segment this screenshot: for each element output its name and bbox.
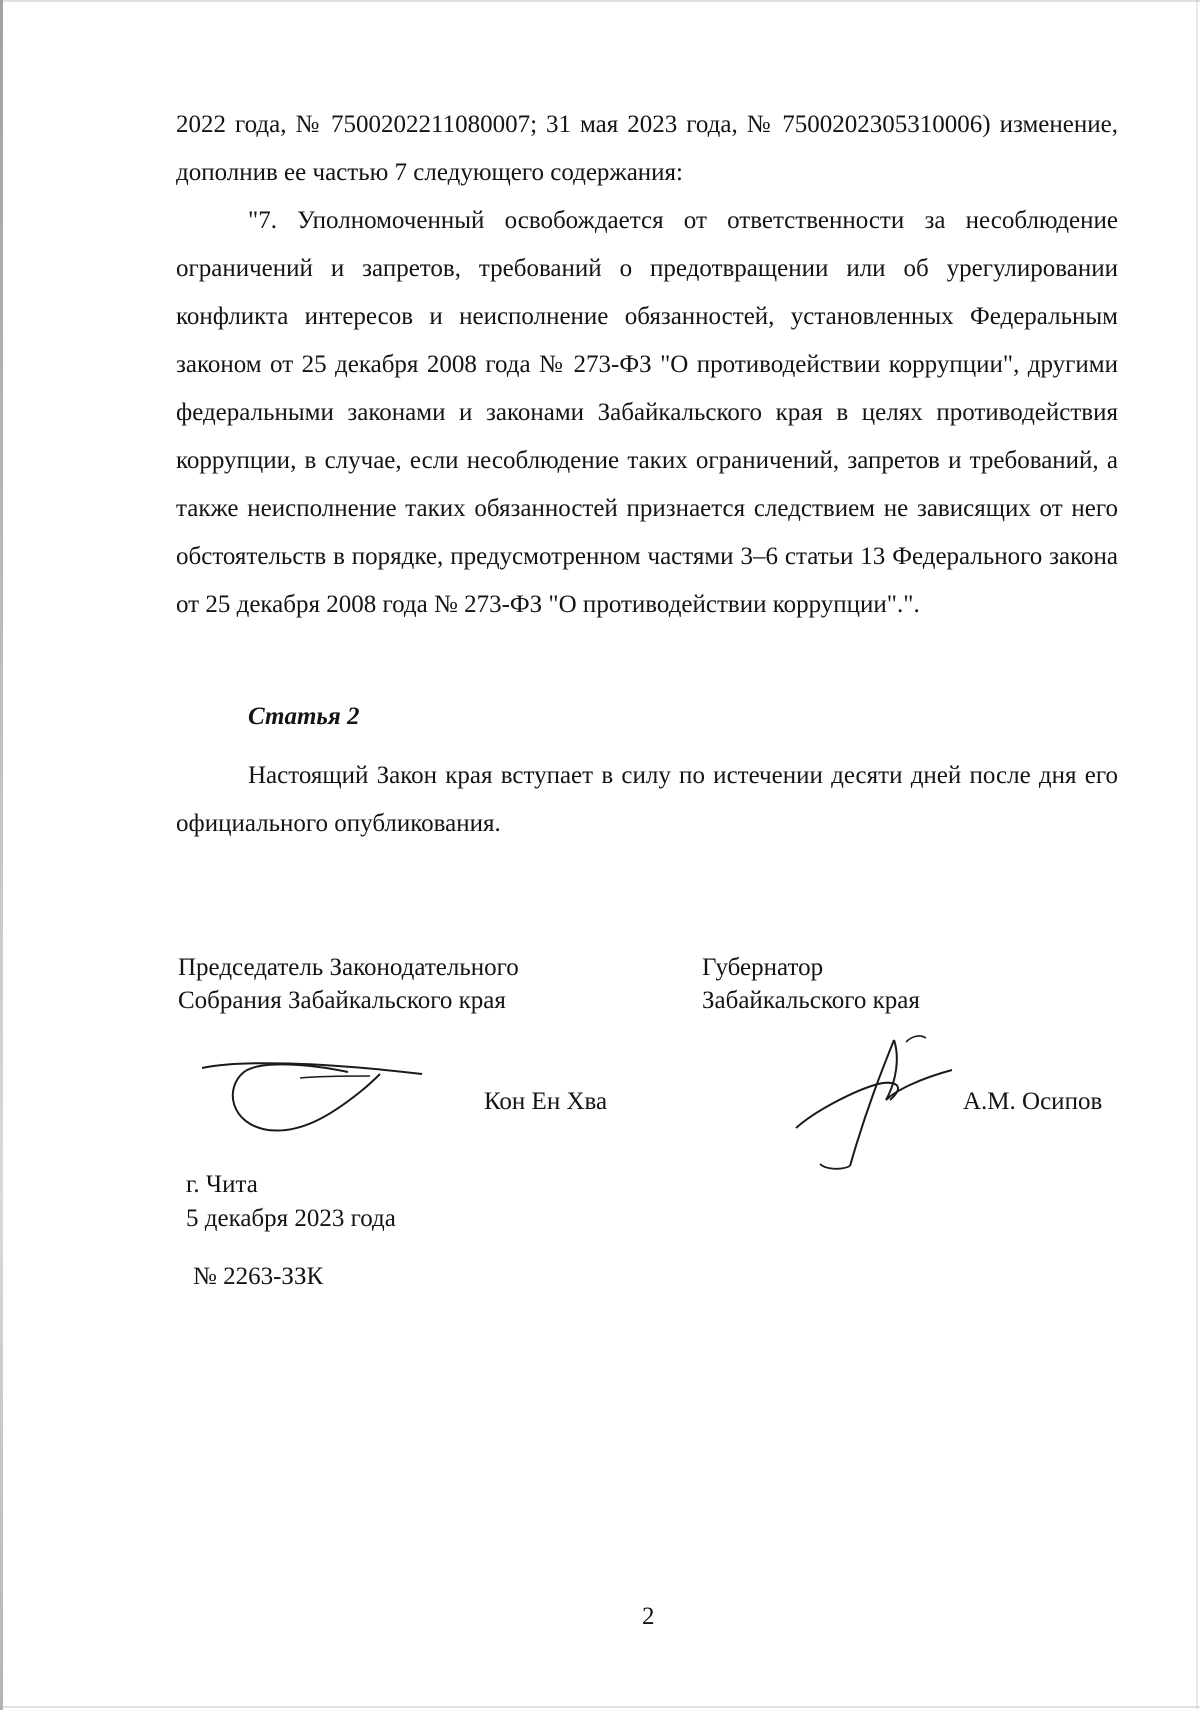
paragraph-part-7: "7. Уполномоченный освобождается от ответственности за несоблюдение ограничений и запретов, требований о предотвращении или об урегулировании конфликта интересов и неисполнение обязанностей, установленных Федеральным законом от 25 декабря 2008 года № 273-ФЗ "О противодействии коррупции", другими федеральными законами и законами Забайкальского края в целях противодействия коррупции, в случае, если несоблюдение таких ограничений, запретов и требований, а также неисполнение таких обязанностей признается следствием не зависящих от него обстоятельств в порядке, предусмотренном частями 3–6 статьи 13 Федерального закона от 25 декабря 2008 года № 273-ФЗ "О противодействии коррупции".". [176,207,1118,618]
place-and-date [186,1168,396,1236]
right-title-line-2: Забайкальского края [702,987,920,1014]
paragraph-continuation: 2022 года, № 7500202211080007; 31 мая 2023 года, № 7500202305310006) изменение, дополнив ее частью 7 следующего содержания: [176,111,1118,186]
right-signatory-title [702,951,920,1017]
scan-edge-left [0,0,3,1710]
scan-edge-top [0,0,1200,2]
right-title-line-1: Губернатор [702,954,824,981]
page-number: 2 [642,1603,655,1630]
left-signatory-title [178,951,519,1017]
right-handwritten-signature [786,1030,956,1170]
paragraph-article-2: Настоящий Закон края вступает в силу по истечении десяти дней после дня его официального опубликования. [176,762,1118,837]
scan-edge-bottom [0,1706,1200,1708]
law-number: № 2263-ЗЗК [193,1263,324,1290]
left-signatory-name: Кон Ен Хва [484,1088,608,1115]
scan-edge-right [1196,0,1198,1710]
city: г. Чита [186,1171,258,1198]
right-signatory-name: А.М. Осипов [963,1088,1103,1115]
signing-date: 5 декабря 2023 года [186,1205,396,1232]
left-title-line-2: Собрания Забайкальского края [178,987,506,1014]
left-handwritten-signature [200,1050,430,1140]
left-title-line-1: Председатель Законодательного [178,954,519,981]
article-heading: Статья 2 [248,703,360,730]
